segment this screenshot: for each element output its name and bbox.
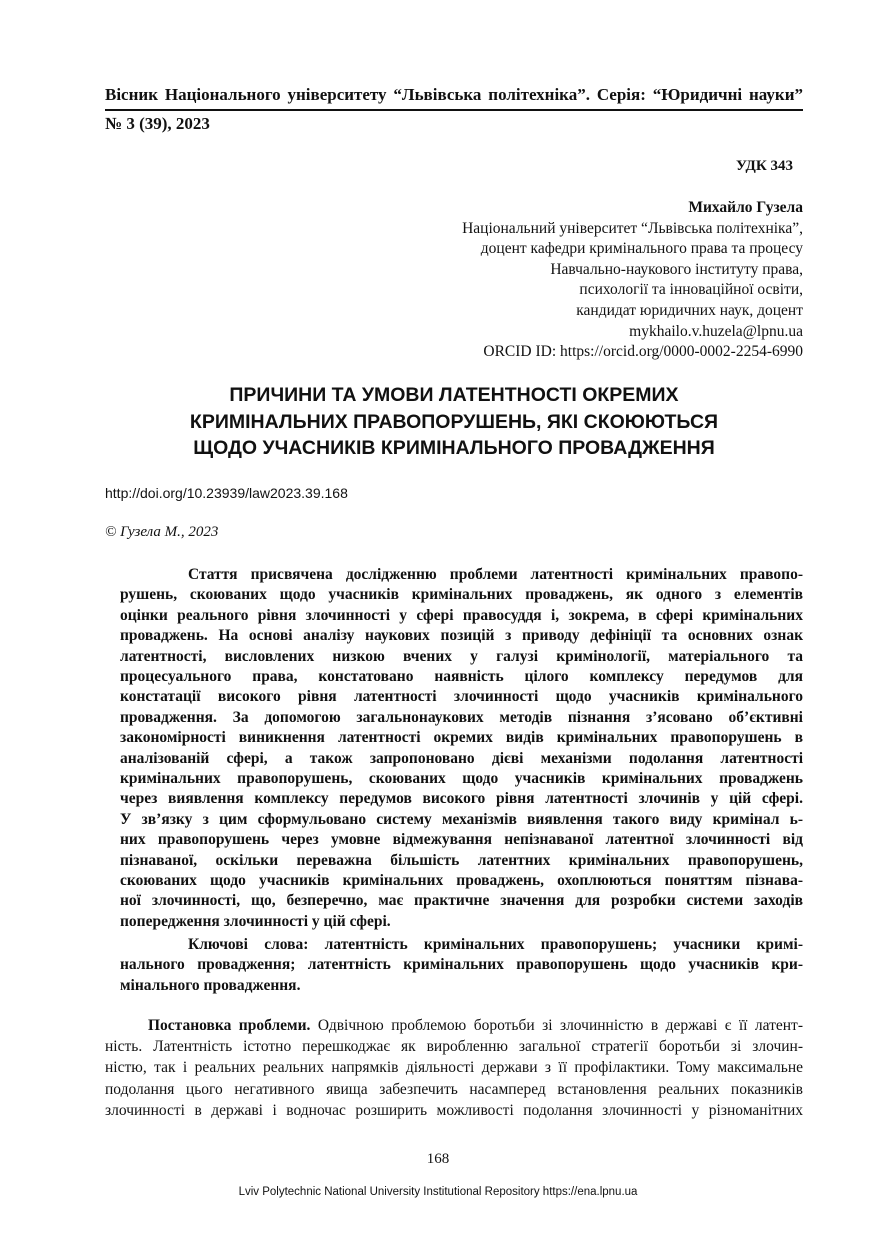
body-line: ністю, так і реальних реальних напрямків діяльності держави з її профілактики. Тому максимальне: [105, 1059, 803, 1077]
abstract-line: пізнаваної, оскільки переважна більшість латентних кримінальних правопорушень,: [120, 851, 803, 869]
body-line: [148, 1017, 803, 1035]
author-email[interactable]: mykhailo.v.huzela@lpnu.ua: [629, 322, 803, 340]
abstract-line: проваджень. На основі аналізу наукових позицій з приводу дефініції та основних ознак: [120, 627, 803, 645]
abstract-line: констатації високого рівня латентності злочинності щодо учасників кримінального: [120, 688, 803, 706]
abstract-line: Стаття присвячена дослідженню проблеми латентності кримінальних правопо-: [188, 566, 803, 583]
abstract-line: У зв’язку з цим сформульовано систему механізмів виявлення такого виду кримінал ь-: [120, 810, 803, 828]
title-line: ЩОДО УЧАСНИКІВ КРИМІНАЛЬНОГО ПРОВАДЖЕННЯ: [193, 437, 715, 459]
header-rule: [105, 109, 803, 111]
abstract-line: них правопорушень через умовне відмежування непізнаваної латентної злочинності від: [120, 831, 803, 849]
author-orcid[interactable]: ORCID ID: https://orcid.org/0000-0002-2254-6990: [483, 343, 803, 361]
body-line: ність. Латентність істотно перешкоджає як виробленню загальної стратегії боротьби зі злочин-: [105, 1038, 803, 1056]
author-affiliation: Навчально-наукового інституту права,: [550, 260, 803, 278]
udk-code: УДК 343: [736, 158, 793, 174]
title-line: ПРИЧИНИ ТА УМОВИ ЛАТЕНТНОСТІ ОКРЕМИХ: [229, 384, 679, 406]
abstract-line: попередження злочинності у цій сфері.: [120, 912, 391, 930]
doi-link[interactable]: http://doi.org/10.23939/law2023.39.168: [105, 485, 348, 501]
body-line: злочинності в державі і водночас розширить можливості подолання злочинності у різноманітних: [105, 1101, 803, 1119]
abstract-line: рушень, скоюваних щодо учасників кримінальних проваджень, як одного з елементів: [120, 586, 803, 604]
author-affiliation: психології та інноваційної освіти,: [579, 281, 803, 299]
abstract-line: провадження. За допомогою загальнонаукових методів пізнання з’ясовано об’єктивні: [120, 708, 803, 726]
keywords-line: мінального провадження.: [120, 976, 301, 994]
abstract-line: ної злочинності, що, безперечно, має практичне значення для розробки системи заходів: [120, 892, 803, 910]
body-line: подолання цього негативного явища забезпечить насамперед встановлення реальних показників: [105, 1080, 803, 1098]
abstract-line: закономірності виникнення латентності окремих видів кримінальних правопорушень в: [120, 729, 803, 747]
abstract-line: аналізованій сфері, а також запропоновано дієві механізми подолання латентності: [120, 749, 803, 767]
issue-number: № 3 (39), 2023: [105, 114, 210, 133]
author-name: Михайло Гузела: [688, 199, 803, 216]
title-line: КРИМІНАЛЬНИХ ПРАВОПОРУШЕНЬ, ЯКІ СКОЮЮТЬСЯ: [189, 410, 719, 433]
article-title: [105, 382, 803, 462]
author-block: [462, 198, 803, 363]
author-degree: кандидат юридичних наук, доцент: [576, 301, 803, 319]
body-text-span: Одвічною проблемою боротьби зі злочинністю в державі є її латент-: [310, 1017, 803, 1034]
abstract-line: скоюваних щодо учасників кримінальних проваджень, охоплюються поняттям пізнава-: [120, 872, 803, 889]
abstract-line: процесуального права, констатовано наявність цілого комплексу передумов для: [120, 668, 803, 685]
page-number: 168: [426, 1151, 450, 1167]
copyright: © Гузела М., 2023: [105, 524, 219, 540]
author-affiliation: Національний університет “Львівська політехніка”,: [462, 219, 803, 237]
abstract-line: через виявлення комплексу передумов високого рівня латентності злочинів у цій сфері.: [120, 790, 803, 808]
repository-footer: Lviv Polytechnic National University Institutional Repository https://ena.lpnu.ua: [238, 1186, 638, 1198]
keywords-line: нального провадження; латентність кримінальних правопорушень щодо учасників кри-: [120, 956, 803, 974]
section-heading: Постановка проблеми.: [148, 1017, 311, 1034]
abstract-line: оцінки реального рівня злочинності у сфері правосуддя і, зокрема, в сфері кримінальних: [120, 606, 803, 624]
journal-header: Вісник Національного університету “Львівська політехніка”. Серія: “Юридичні науки”: [105, 85, 803, 104]
keywords-line: Ключові слова: латентність кримінальних правопорушень; учасники кримі-: [188, 936, 803, 953]
author-affiliation: доцент кафедри кримінального права та процесу: [480, 240, 803, 258]
abstract-line: латентності, висловлених низкою вчених у галузі кримінології, матеріального та: [120, 647, 803, 665]
abstract-line: кримінальних правопорушень, скоюваних щодо учасників кримінальних проваджень: [120, 770, 803, 787]
